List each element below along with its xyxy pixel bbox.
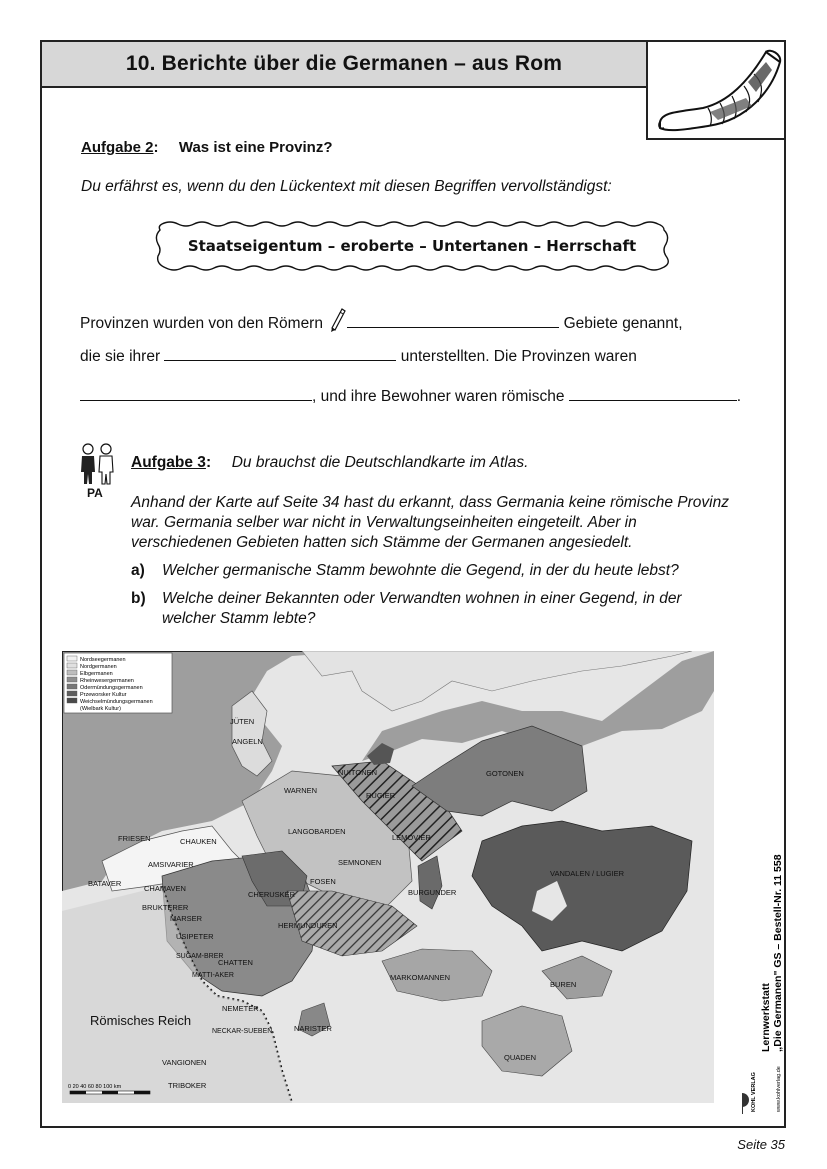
tribe-label: RUGIER: [366, 791, 396, 800]
wordbank-text: Staatseigentum – eroberte – Untertanen – Herrschaft: [187, 237, 637, 255]
tribe-label: HERMUNDUREN: [278, 921, 338, 930]
tribe-label: BURGUNDER: [408, 888, 457, 897]
tribe-label: MARKOMANNEN: [390, 973, 451, 982]
cloze-line-1: [80, 306, 683, 333]
tribe-label: USIPETER: [176, 932, 214, 941]
tribe-label: QUADEN: [504, 1053, 537, 1062]
legend-item: Przeworsker Kultur: [80, 692, 127, 698]
task3-paragraph: Anhand der Karte auf Seite 34 hast du erkannt, dass Germania keine römische Provinz war. Germania selber war nicht in Verwaltungseinheiten eingeteilt. Aber in verschiedenen Gebieten hatten sich Stämme der Germanen angesiedelt.: [131, 494, 729, 551]
blank-4[interactable]: [569, 386, 737, 401]
tribe-label: MATTI-AKER: [192, 972, 234, 979]
wordbank-box: [148, 220, 676, 272]
question-b-text: Welche deiner Bekannten oder Verwandten wohnen in einer Gegend, in der welcher Stamm lebte?: [162, 590, 682, 627]
cloze-line-1-end: Gebiete genannt,: [563, 315, 683, 332]
tribe-label: NEMETER: [222, 1004, 259, 1013]
series-name: Lernwerkstatt: [760, 983, 772, 1052]
cloze-line-3-mid: , und ihre Bewohner waren römische: [312, 388, 565, 405]
task2-label: Aufgabe 2: [81, 139, 154, 156]
task3-title: Du brauchst die Deutschlandkarte im Atlas.: [231, 454, 529, 471]
tribe-label: CHAMAVEN: [144, 884, 186, 893]
question-a-text: Welcher germanische Stamm bewohnte die Gegend, in der du heute lebst?: [162, 562, 679, 579]
tribe-label: NECKAR-SUEBEN: [212, 1028, 273, 1035]
tribe-label: TRIBOKER: [168, 1081, 207, 1090]
tribe-label: VANGIONEN: [162, 1058, 207, 1067]
cloze-line-3-end: .: [736, 388, 742, 405]
tribe-label: SEMNONEN: [338, 858, 382, 867]
blank-3[interactable]: [80, 386, 312, 401]
tribe-label: SUGAM-BRER: [176, 953, 224, 960]
scale-label: 0 20 40 60 80 100 km: [68, 1084, 122, 1090]
tribe-label: LANGOBARDEN: [288, 827, 346, 836]
partner-work-icon: [78, 442, 118, 502]
tribe-label: JÜTEN: [230, 717, 255, 726]
kohl-tree-logo: [742, 1093, 749, 1114]
task3-colon: :: [205, 454, 212, 471]
pa-label: PA: [87, 486, 103, 500]
blank-1[interactable]: [347, 313, 559, 328]
cloze-line-1-start: Provinzen wurden von den Römern: [80, 315, 323, 332]
title-bar: [40, 40, 648, 88]
task3-label: Aufgabe 3: [131, 454, 206, 471]
task2-colon: :: [153, 139, 159, 156]
drinking-horn-image: [646, 40, 786, 140]
task2-title: Was ist eine Provinz?: [178, 139, 333, 156]
cloze-line-2-start: die sie ihrer: [80, 348, 161, 365]
tribe-label: CHAUKEN: [180, 837, 217, 846]
legend-item: Odermündungsgermanen: [80, 685, 143, 691]
publisher-sidebar: [742, 820, 792, 1120]
tribe-label: MARSER: [170, 914, 203, 923]
tribe-label: BRUKTERER: [142, 903, 189, 912]
legend-item: Elbgermanen: [80, 671, 113, 677]
cloze-line-2-end: unterstellten. Die Provinzen waren: [400, 348, 637, 365]
publisher-name: KOHL VERLAG: [751, 1072, 757, 1112]
blank-2[interactable]: [164, 346, 396, 361]
task3-heading: [131, 454, 528, 472]
page-number: Seite 35: [737, 1137, 785, 1152]
tribe-label: FRIESEN: [118, 834, 151, 843]
task2-intro: Du erfährst es, wenn du den Lückentext mit diesen Begriffen vervollständigst:: [81, 178, 612, 195]
tribe-label: LEMOVIER: [392, 833, 431, 842]
legend-item: Nordgermanen: [80, 664, 117, 670]
cloze-line-3: [80, 386, 741, 406]
tribe-label: NUITONEN: [338, 768, 378, 777]
tribe-label: WARNEN: [284, 786, 318, 795]
pencil-icon: [329, 306, 347, 330]
task2-heading: [81, 139, 333, 156]
roman-empire-label: Römisches Reich: [90, 1013, 192, 1028]
tribe-label: AMSIVARIER: [148, 860, 194, 869]
question-b-letter: b): [131, 590, 146, 607]
tribe-label: NARISTER: [294, 1024, 332, 1033]
cloze-line-2: [80, 346, 637, 366]
tribe-label: BATAVER: [88, 879, 122, 888]
publisher-web: www.kohlverlag.de: [776, 1066, 782, 1112]
order-number: „Die Germanen" GS – Bestell-Nr. 11 558: [772, 854, 784, 1052]
tribe-label: VANDALEN / LUGIER: [550, 869, 625, 878]
legend-item: Weichselmündungsgermanen: [80, 699, 153, 705]
legend-item: (Wielbark Kultur): [80, 706, 121, 712]
germanic-tribes-map: [62, 651, 714, 1103]
tribe-label: CHATTEN: [218, 958, 253, 967]
tribe-label: GOTONEN: [486, 769, 524, 778]
question-a-letter: a): [131, 562, 145, 579]
tribe-label: FOSEN: [310, 877, 336, 886]
legend-item: Nordseegermanen: [80, 657, 126, 663]
page-title: 10. Berichte über die Germanen – aus Rom: [125, 52, 563, 75]
tribe-label: ANGELN: [232, 737, 263, 746]
legend-item: Rheinwesergermanen: [80, 678, 134, 684]
tribe-label: BUREN: [550, 980, 577, 989]
tribe-label: CHERUSKER: [248, 890, 296, 899]
